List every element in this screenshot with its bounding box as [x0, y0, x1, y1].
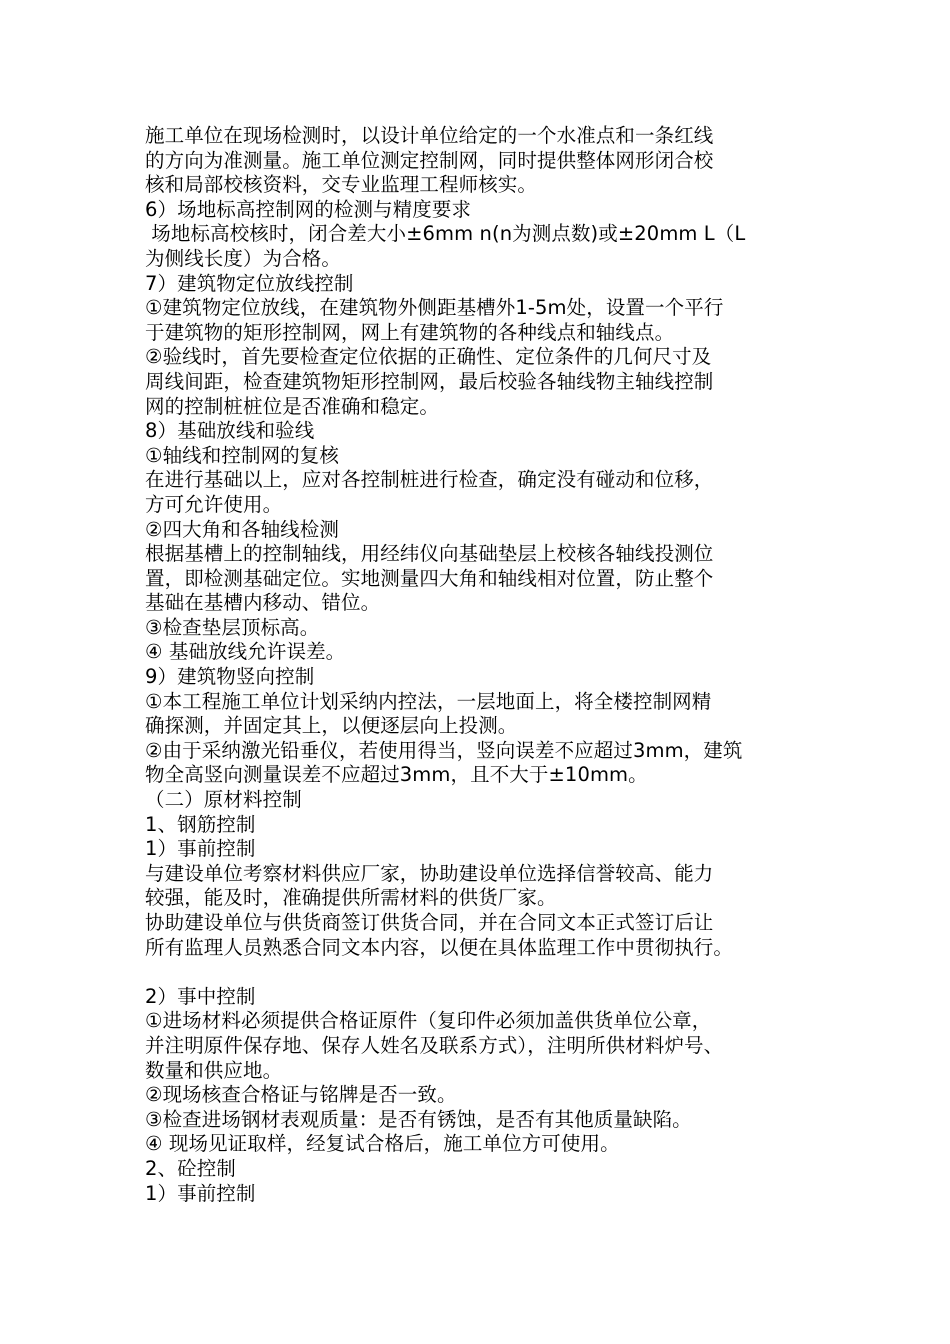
text-line: 与建设单位考察材料供应厂家，协助建设单位选择信誉较高、能力 [145, 861, 714, 885]
text-line: 较强，能及时，准确提供所需材料的供货厂家。 [145, 886, 557, 910]
text-line: 施工单位在现场检测时，以设计单位给定的一个水准点和一条红线 [145, 124, 714, 147]
section-heading: 8）基础放线和验线 [145, 419, 315, 443]
text-line: 根据基槽上的控制轴线，用经纬仪向基础垫层上校核各轴线投测位 [145, 542, 714, 566]
blank-line [145, 960, 835, 985]
section-heading: 1）事前控制 [145, 1181, 256, 1205]
text-line: 协助建设单位与供货商签订供货合同，并在合同文本正式签订后让 [145, 911, 714, 934]
text-line: 在进行基础以上，应对各控制桩进行检查，确定没有碰动和位移， [145, 468, 714, 492]
section-heading: 7）建筑物定位放线控制 [145, 271, 354, 295]
text-line: ②由于采纳激光铅垂仪，若使用得当，竖向误差不应超过3mm，建筑 [145, 738, 743, 762]
section-heading: （二）原材料控制 [145, 788, 302, 812]
text-line: 置，即检测基础定位。实地测量四大角和轴线相对位置，防止整个 [145, 566, 714, 590]
section-heading: 2、砼控制 [145, 1156, 236, 1180]
text-line: ①轴线和控制网的复核 [145, 443, 339, 467]
text-line: 网的控制桩桩位是否准确和稳定。 [145, 394, 440, 418]
text-line: ③检查进场钢材表观质量：是否有锈蚀，是否有其他质量缺陷。 [145, 1107, 692, 1131]
section-heading: 9）建筑物竖向控制 [145, 665, 315, 689]
text-line: ④ 现场见证取样，经复试合格后，施工单位方可使用。 [145, 1132, 620, 1156]
text-line: 确探测，并固定其上，以便逐层向上投测。 [145, 714, 518, 738]
text-line: 场地标高校核时，闭合差大小±6mm n(n为测点数)或±20mm L（L [145, 222, 746, 246]
text-line: 方可允许使用。 [145, 492, 283, 516]
text-line: 周线间距，检查建筑物矩形控制网，最后校验各轴线物主轴线控制 [145, 369, 714, 393]
text-line: 并注明原件保存地、保存人姓名及联系方式），注明所供材料炉号、 [145, 1033, 724, 1057]
text-line: 数量和供应地。 [145, 1058, 283, 1082]
text-line: ①本工程施工单位计划采纳内控法，一层地面上，将全楼控制网精 [145, 689, 712, 713]
text-line: ④ 基础放线允许误差。 [145, 640, 346, 664]
text-line: ①进场材料必须提供合格证原件（复印件必须加盖供货单位公章， [145, 1009, 712, 1033]
section-heading: 1）事前控制 [145, 837, 256, 861]
text-line: ②现场核查合格证与铭牌是否一致。 [145, 1083, 457, 1107]
text-line: 物全高竖向测量误差不应超过3mm，且不大于±10mm。 [145, 763, 648, 787]
text-line: 的方向为准测量。施工单位测定控制网，同时提供整体网形闭合校 [145, 148, 714, 172]
text-line: ②四大角和各轴线检测 [145, 517, 339, 541]
text-line: ③检查垫层顶标高。 [145, 615, 320, 639]
text-line: 基础在基槽内移动、错位。 [145, 591, 381, 615]
text-line: ②验线时，首先要检查定位依据的正确性、定位条件的几何尺寸及 [145, 345, 712, 369]
text-line: 于建筑物的矩形控制网，网上有建筑物的各种线点和轴线点。 [145, 320, 675, 344]
text-line: ①建筑物定位放线，在建筑物外侧距基槽外1-5m处，设置一个平行 [145, 296, 724, 320]
document-body [145, 124, 835, 1206]
section-heading: 2）事中控制 [145, 984, 256, 1008]
section-heading: 6）场地标高控制网的检测与精度要求 [145, 197, 472, 221]
text-line: 为侧线长度）为合格。 [145, 246, 342, 270]
text-line: 所有监理人员熟悉合同文本内容，以便在具体监理工作中贯彻执行。 [145, 935, 734, 959]
section-heading: 1、钢筋控制 [145, 812, 256, 836]
text-line: 核和局部校核资料，交专业监理工程师核实。 [145, 173, 538, 197]
